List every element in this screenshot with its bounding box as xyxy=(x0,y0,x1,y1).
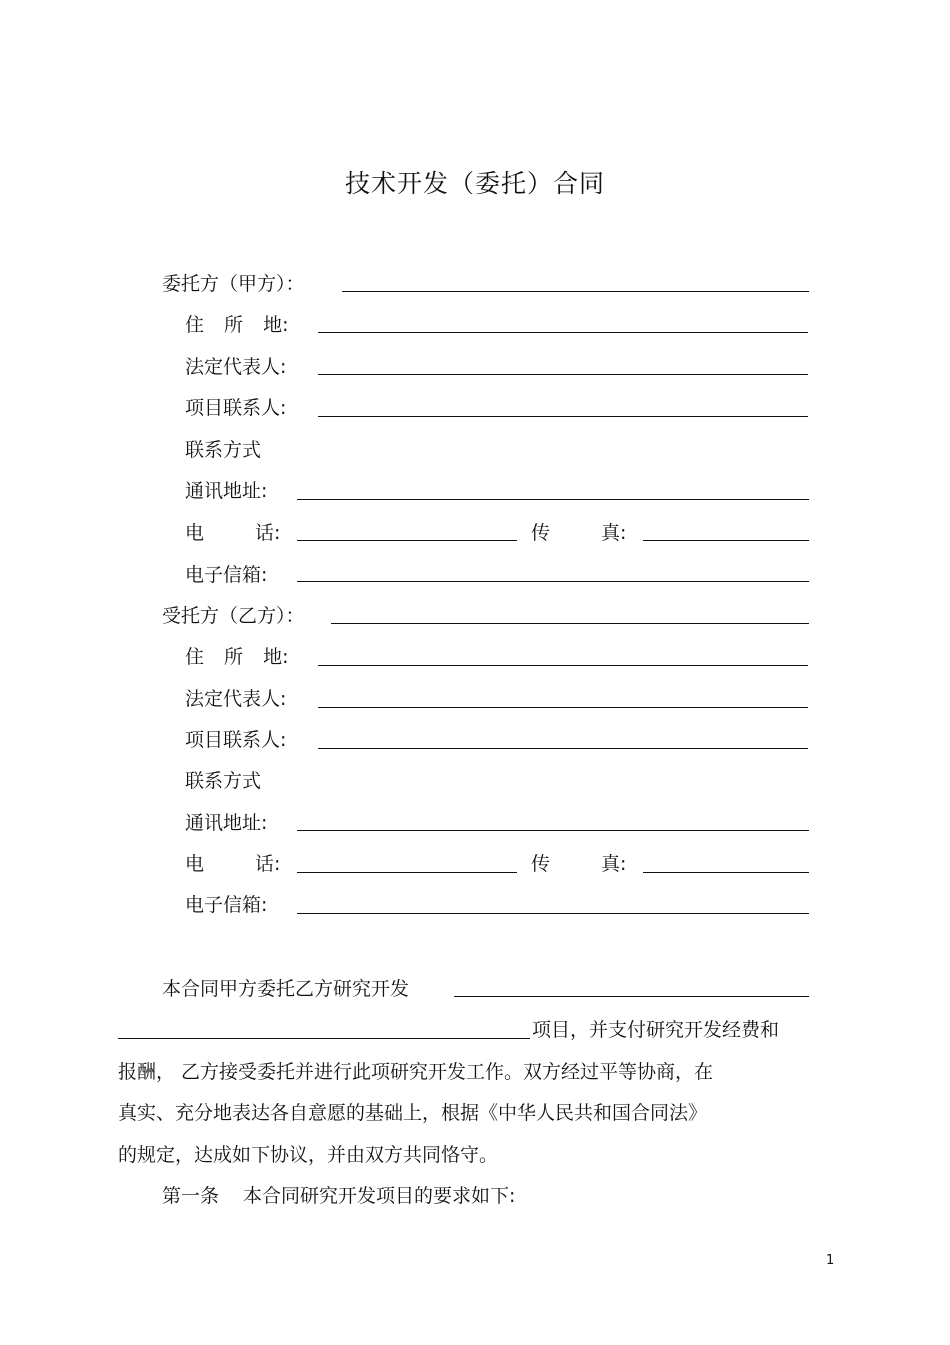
party-b-mail-blank[interactable] xyxy=(297,830,809,831)
party-b-rep-label: 法定代表人: xyxy=(185,688,287,710)
party-a-address-blank[interactable] xyxy=(318,332,808,333)
party-a-address-label: 住 所 地: xyxy=(185,314,289,336)
contract-title: 技术开发（委托）合同 xyxy=(344,169,605,198)
body-line-1: 本合同甲方委托乙方研究开发 xyxy=(162,978,410,1000)
party-b-contact-blank[interactable] xyxy=(318,748,808,749)
party-a-rep-label: 法定代表人: xyxy=(185,356,287,378)
party-b-address-label: 住 所 地: xyxy=(185,646,289,668)
party-a-mail-label: 通讯地址: xyxy=(185,480,268,502)
party-a-mail-blank[interactable] xyxy=(297,499,809,500)
party-a-rep-blank[interactable] xyxy=(318,374,808,375)
body-line-2: 项目，并支付研究开发经费和 xyxy=(532,1019,780,1041)
party-a-fax-label: 传 真: xyxy=(531,522,627,544)
body-line-4: 真实、充分地表达各自意愿的基础上，根据《中华人民共和国合同法》 xyxy=(118,1102,708,1124)
party-b-contact-label: 项目联系人: xyxy=(185,729,287,751)
party-b-mail-label: 通讯地址: xyxy=(185,812,268,834)
party-a-email-label: 电子信箱: xyxy=(185,564,268,586)
party-b-fax-label: 传 真: xyxy=(531,853,627,875)
party-a-email-blank[interactable] xyxy=(297,581,809,582)
project-name-blank-2[interactable] xyxy=(118,1038,530,1039)
party-b-fax-blank[interactable] xyxy=(643,872,809,873)
party-a-contact-method: 联系方式 xyxy=(185,439,262,461)
body-line-3: 报酬， 乙方接受委托并进行此项研究开发工作。双方经过平等协商，在 xyxy=(118,1061,714,1083)
party-b-phone-blank[interactable] xyxy=(297,872,517,873)
party-a-contact-blank[interactable] xyxy=(318,416,808,417)
party-b-contact-method: 联系方式 xyxy=(185,770,262,792)
party-b-rep-blank[interactable] xyxy=(318,707,808,708)
page-number: 1 xyxy=(826,1253,835,1268)
party-b-email-label: 电子信箱: xyxy=(185,894,268,916)
party-a-fax-blank[interactable] xyxy=(643,540,809,541)
party-a-phone-blank[interactable] xyxy=(297,540,517,541)
party-a-name-blank[interactable] xyxy=(342,291,809,292)
party-b-heading: 受托方（乙方）： xyxy=(162,605,305,627)
article-1-heading: 第一条 本合同研究开发项目的要求如下: xyxy=(162,1185,516,1207)
party-b-address-blank[interactable] xyxy=(318,665,808,666)
party-a-contact-label: 项目联系人: xyxy=(185,397,287,419)
party-b-email-blank[interactable] xyxy=(297,913,809,914)
body-line-5: 的规定，达成如下协议，并由双方共同恪守。 xyxy=(118,1144,499,1166)
party-b-phone-label: 电 话: xyxy=(185,853,281,875)
party-a-heading: 委托方（甲方）： xyxy=(162,273,305,295)
party-a-phone-label: 电 话: xyxy=(185,522,281,544)
party-b-name-blank[interactable] xyxy=(331,623,809,624)
project-name-blank-1[interactable] xyxy=(454,996,809,997)
